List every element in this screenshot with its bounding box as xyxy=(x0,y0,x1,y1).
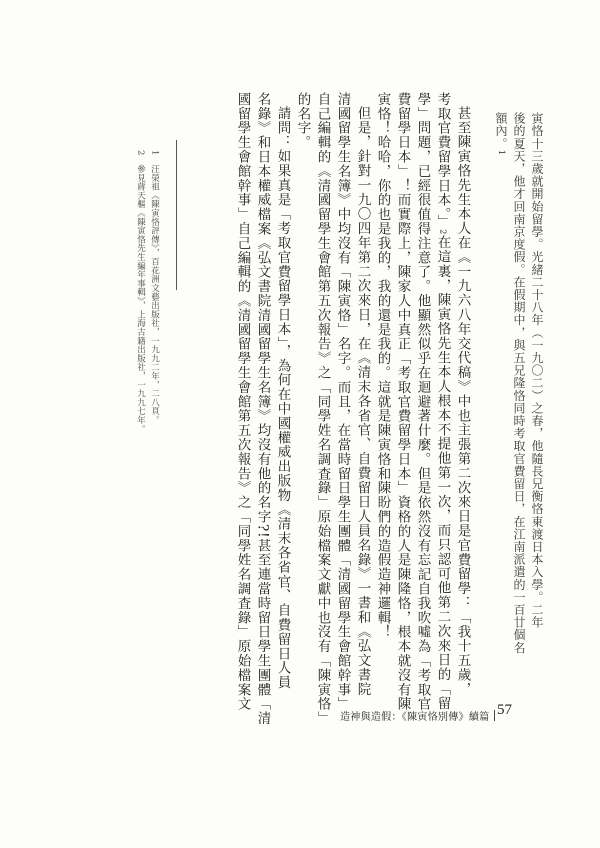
page-number: 57 xyxy=(497,702,512,718)
body-line-10: 請問：如果真是「考取官費留學日本」，為何在中國權威出版物《清末各省官、自費留日人員 xyxy=(274,106,291,690)
body-line-9: 的名字。 xyxy=(294,92,311,150)
footnote-2: 2 參見蔣天樞《陳寅恪先生編年事輯》，上海古籍出版社，一九九七年。 xyxy=(135,150,146,434)
body-line-6: 但是，針對一九〇四年第二次來日，在《清末各省官、自費留日人員名錄》一書和《弘文書院 xyxy=(354,106,371,697)
body-line-1: 甚至陳寅恪先生本人在《一九六八年交代稿》中也主張第二次來日是官費留學：「我十五歲， xyxy=(454,106,471,697)
footnote-mark-1: 1 xyxy=(497,149,506,156)
body-line-3: 學」問題，已經很值得注意了。他顯然似乎在迴避著什麼。但是依然沒有忘記自我吹噓為「考取官 xyxy=(414,92,431,712)
quote-line-1: 寅恪十三歲就開始留學。光緒二十八年（一九〇二）之春，他隨長兄衡恪東渡日本入學。二年 xyxy=(530,112,544,629)
body-line-8: 自己編輯的《清國留學生會館第五次報告》之「同學姓名調査錄」原始檔案文獻中也沒有「陳寅恪」 xyxy=(314,92,331,726)
running-title: 造神與造假：《陳寅恪別傳》續篇 xyxy=(340,712,490,723)
footer-divider xyxy=(494,710,495,721)
body-line-4: 費留學日本」！而實際上，陳家人中真正「考取官費留學日本」資格的人是陳隆恪，根本就沒有陳 xyxy=(394,92,411,712)
footnote-separator xyxy=(176,140,177,290)
footnote-1: 1 汪榮祖《陳寅恪評傳》，百花洲文藝出版社，一九九二年，二八頁。 xyxy=(149,150,160,425)
body-line-5: 寅恪！哈哈，你的也是我的，我的還是我的。這就是陳寅恪和陳盼們的造假造神邏輯！ xyxy=(374,92,391,640)
quote-line-3: 額內。1 xyxy=(494,112,508,156)
quote-line-2: 後的夏天，他才回南京度假。在假期中，與五兄隆恪同時考取官費留日，在江南派遣的一百廿個名 xyxy=(512,112,526,654)
footnote-mark-2: 2 xyxy=(438,229,448,236)
body-line-12: 國留學生會館幹事」自己編輯的《清國留學生會館第五次報告》之「同學姓名調査錄」原始檔案文 xyxy=(234,92,251,712)
body-line-11: 名錄》和日本權威檔案《弘文書院清國留學生名簿》均沒有他的名字?!甚至連當時留日學生團體「清 xyxy=(254,92,271,726)
body-line-7: 清國留學生名簿》中均沒有「陳寅恪」名字。而且，在當時留日學生團體「清國留學生會館幹事」 xyxy=(334,92,351,712)
body-line-2: 考取官費留學日本。」2在這裏，陳寅恪先生本人根本不提他第一次，而只認可他第二次來日的「留 xyxy=(434,92,451,711)
running-footer xyxy=(340,708,498,723)
